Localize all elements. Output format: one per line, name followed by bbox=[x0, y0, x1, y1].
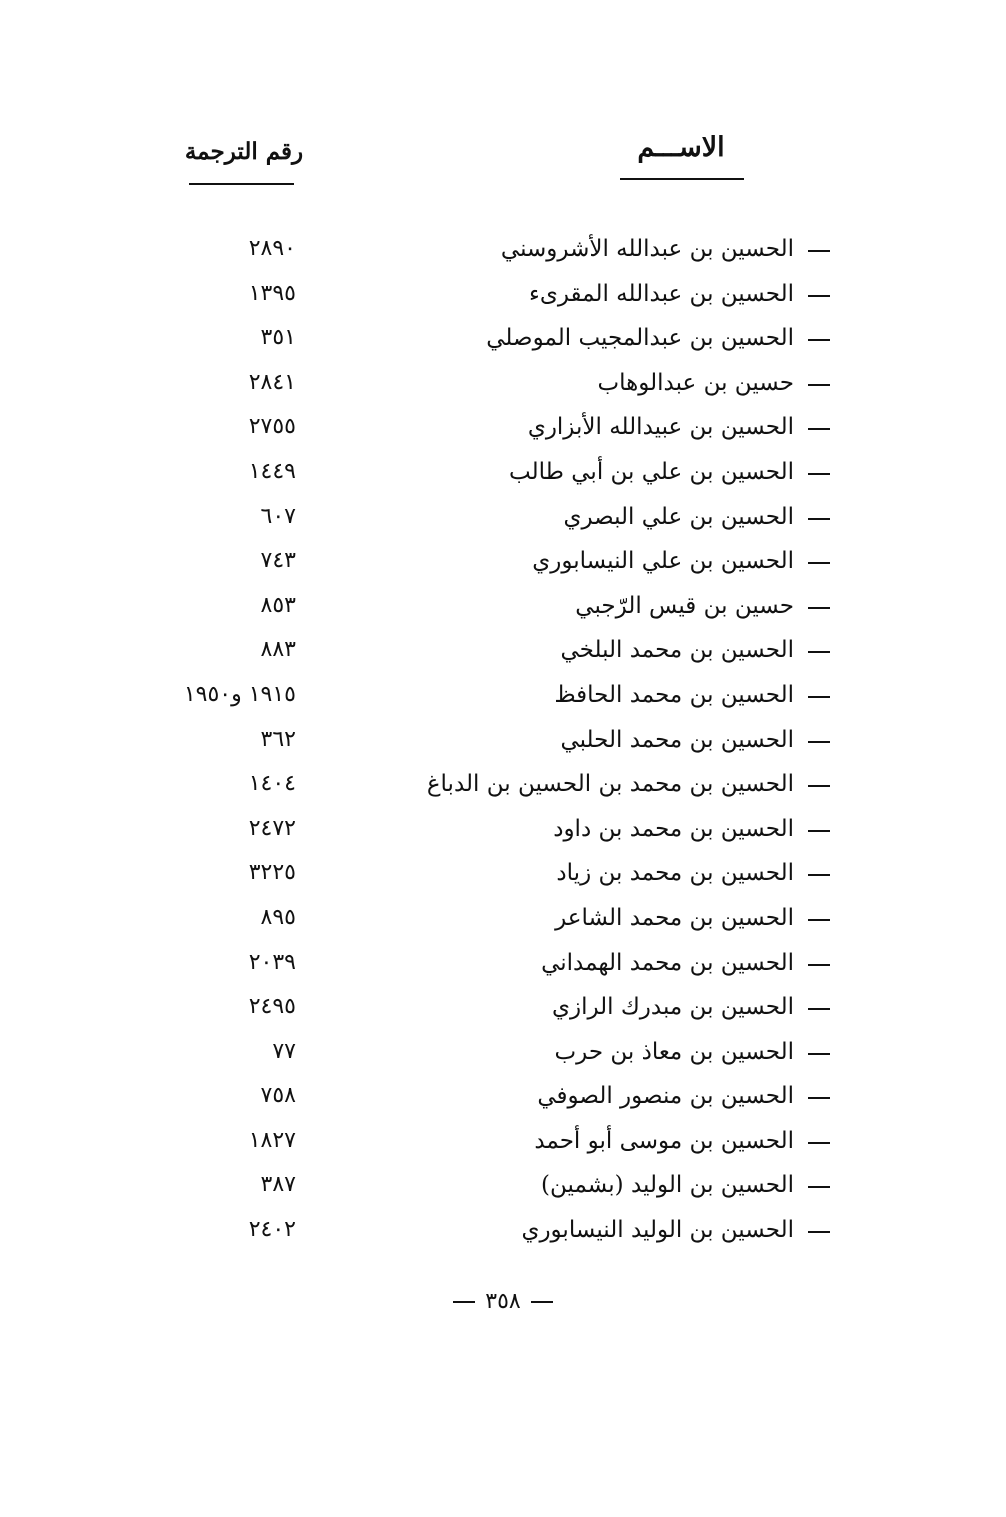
entry-dash bbox=[808, 696, 830, 698]
entry-number: ٢٤٩٥ bbox=[248, 994, 296, 1020]
column-headers bbox=[0, 128, 1006, 188]
entry-number: ٣٨٧ bbox=[260, 1172, 296, 1198]
entry-dash bbox=[808, 339, 830, 341]
list-item bbox=[0, 1031, 1006, 1076]
entry-number: ١٩١٥ و١٩٥٠ bbox=[183, 681, 296, 707]
entry-dash bbox=[808, 1008, 830, 1010]
entry-number: ٢٠٣٩ bbox=[248, 949, 296, 975]
entry-number: ٣٢٢٥ bbox=[248, 860, 296, 886]
entry-name: الحسين بن محمد بن الحسين بن الدباغ bbox=[426, 771, 794, 798]
list-item bbox=[0, 540, 1006, 585]
entry-dash bbox=[808, 295, 830, 297]
entry-name: الحسين بن عبدالله الأشروسني bbox=[500, 236, 794, 262]
entry-number: ٦٠٧ bbox=[260, 503, 296, 529]
entry-name: الحسين بن عبدالله المقرىء bbox=[529, 280, 794, 307]
entry-dash bbox=[808, 830, 830, 832]
entry-dash bbox=[808, 562, 830, 564]
entry-dash bbox=[808, 1186, 830, 1188]
entry-name: الحسين بن علي النيسابوري bbox=[532, 548, 794, 575]
list-item bbox=[0, 228, 1006, 273]
entry-dash bbox=[808, 1231, 830, 1233]
list-item bbox=[0, 629, 1006, 674]
entry-name: الحسين بن علي البصري bbox=[563, 503, 794, 530]
entry-number: ٢٨٤١ bbox=[248, 369, 296, 395]
footer-dash-right bbox=[531, 1301, 553, 1303]
entry-number: ١٤٤٩ bbox=[248, 458, 296, 484]
list-item bbox=[0, 674, 1006, 719]
entry-name: الحسين بن الوليد (بشمين) bbox=[541, 1172, 794, 1199]
list-item bbox=[0, 317, 1006, 362]
entry-number: ٨٩٥ bbox=[260, 904, 296, 930]
list-item bbox=[0, 273, 1006, 318]
number-header-underline bbox=[189, 183, 294, 185]
entry-name: حسين بن قيس الرّجبي bbox=[575, 592, 794, 619]
entry-number: ٨٥٣ bbox=[260, 592, 296, 618]
footer-dash-left bbox=[453, 1301, 475, 1303]
entry-name: الحسين بن علي بن أبي طالب bbox=[509, 458, 794, 485]
list-item bbox=[0, 1075, 1006, 1120]
entry-dash bbox=[808, 785, 830, 787]
list-item bbox=[0, 585, 1006, 630]
name-column-header: الاســـم bbox=[637, 132, 725, 163]
entry-dash bbox=[808, 874, 830, 876]
page-number: ٣٥٨ bbox=[485, 1289, 521, 1314]
list-item bbox=[0, 1209, 1006, 1254]
list-item bbox=[0, 496, 1006, 541]
entry-name: الحسين بن محمد الهمداني bbox=[541, 949, 794, 976]
entry-dash bbox=[808, 250, 830, 252]
entry-number: ٧٥٨ bbox=[260, 1083, 296, 1109]
entry-name: الحسين بن محمد الشاعر bbox=[555, 904, 794, 931]
list-item bbox=[0, 897, 1006, 942]
entry-number: ١٤٠٤ bbox=[248, 771, 296, 797]
list-item bbox=[0, 1164, 1006, 1209]
entry-dash bbox=[808, 384, 830, 386]
entry-number: ٢٨٩٠ bbox=[248, 236, 296, 261]
entry-name: الحسين بن محمد بن زياد bbox=[556, 860, 794, 887]
entry-number: ٢٤٠٢ bbox=[248, 1217, 296, 1243]
entry-name: الحسين بن منصور الصوفي bbox=[537, 1083, 794, 1110]
entry-dash bbox=[808, 651, 830, 653]
entry-dash bbox=[808, 1142, 830, 1144]
list-item bbox=[0, 406, 1006, 451]
entry-dash bbox=[808, 919, 830, 921]
entry-number: ٣٥١ bbox=[260, 325, 296, 351]
entry-dash bbox=[808, 1097, 830, 1099]
list-item bbox=[0, 451, 1006, 496]
entry-name: الحسين بن محمد البلخي bbox=[560, 637, 794, 664]
list-item bbox=[0, 362, 1006, 407]
entry-number: ١٨٢٧ bbox=[248, 1127, 296, 1153]
entry-number: ٧٤٣ bbox=[260, 548, 296, 574]
number-column-header: رقم الترجمة bbox=[184, 138, 304, 165]
entry-name: حسين بن عبدالوهاب bbox=[597, 369, 794, 396]
list-item bbox=[0, 719, 1006, 764]
entry-dash bbox=[808, 518, 830, 520]
entry-name: الحسين بن عبدالمجيب الموصلي bbox=[486, 325, 794, 352]
entry-name: الحسين بن محمد بن داود bbox=[553, 815, 794, 842]
list-item bbox=[0, 1120, 1006, 1165]
entry-number: ٧٧ bbox=[272, 1038, 296, 1064]
entry-dash bbox=[808, 741, 830, 743]
entry-dash bbox=[808, 428, 830, 430]
entry-name: الحسين بن الوليد النيسابوري bbox=[521, 1217, 794, 1244]
entry-dash bbox=[808, 1053, 830, 1055]
page-footer bbox=[0, 1285, 1006, 1319]
entry-name: الحسين بن محمد الحافظ bbox=[554, 681, 794, 708]
entry-number: ٣٦٢ bbox=[260, 726, 296, 752]
entry-number: ٢٤٧٢ bbox=[248, 815, 296, 841]
name-header-underline bbox=[620, 178, 744, 180]
entry-number: ١٣٩٥ bbox=[248, 280, 296, 306]
entry-dash bbox=[808, 964, 830, 966]
entry-name: الحسين بن موسى أبو أحمد bbox=[534, 1127, 794, 1154]
list-item bbox=[0, 986, 1006, 1031]
list-item bbox=[0, 808, 1006, 853]
entry-dash bbox=[808, 607, 830, 609]
entry-number: ٨٨٣ bbox=[260, 637, 296, 663]
entry-name: الحسين بن معاذ بن حرب bbox=[554, 1038, 794, 1065]
list-item bbox=[0, 852, 1006, 897]
entry-name: الحسين بن محمد الحلبي bbox=[560, 726, 794, 753]
entry-name: الحسين بن مبدرك الرازي bbox=[551, 994, 794, 1021]
entry-dash bbox=[808, 473, 830, 475]
entry-number: ٢٧٥٥ bbox=[248, 414, 296, 440]
list-item bbox=[0, 942, 1006, 987]
entries-list bbox=[0, 228, 1006, 1254]
list-item bbox=[0, 763, 1006, 808]
entry-name: الحسين بن عبيدالله الأبزاري bbox=[527, 414, 794, 441]
